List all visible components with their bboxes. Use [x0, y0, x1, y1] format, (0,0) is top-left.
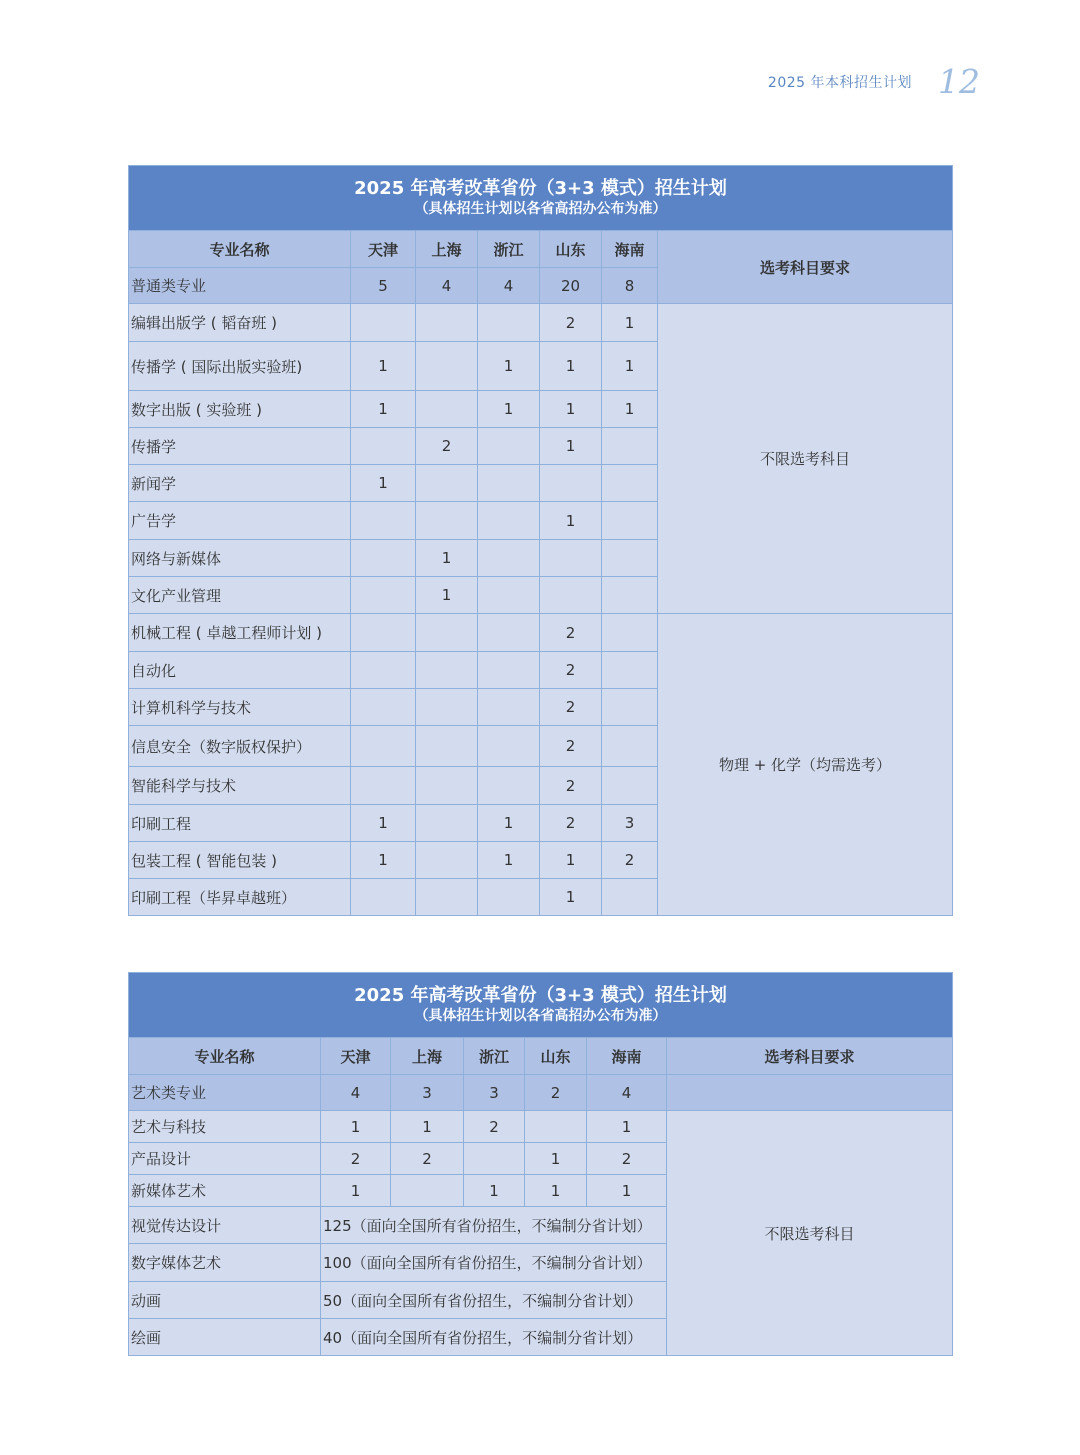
quota-cell [351, 652, 416, 689]
column-header-row [129, 231, 953, 268]
quota-cell [478, 726, 540, 767]
quota-cell [478, 879, 540, 916]
column-header-shanghai: 上海 [416, 231, 478, 268]
category-value: 20 [540, 268, 602, 304]
major-name: 数字出版 ( 实验班 ) [129, 391, 351, 428]
quota-cell: 1 [540, 842, 602, 879]
quota-cell [416, 502, 478, 540]
column-header-hainan: 海南 [587, 1038, 667, 1075]
quota-cell [602, 726, 658, 767]
major-name: 网络与新媒体 [129, 540, 351, 577]
quota-cell: 1 [321, 1175, 391, 1207]
quota-cell: 1 [540, 879, 602, 916]
table-title-main: 2025 年高考改革省份（3+3 模式）招生计划 [354, 985, 727, 1006]
major-name: 信息安全（数字版权保护） [129, 726, 351, 767]
quota-cell [478, 767, 540, 805]
category-value: 3 [464, 1075, 525, 1111]
major-name: 文化产业管理 [129, 577, 351, 614]
major-name: 新闻学 [129, 465, 351, 502]
enrollment-plan-table-art [128, 972, 953, 1356]
page-header [768, 62, 980, 101]
quota-cell [416, 304, 478, 342]
major-name: 视觉传达设计 [129, 1207, 321, 1244]
quota-cell [540, 465, 602, 502]
subject-requirement: 不限选考科目 [667, 1111, 953, 1356]
quota-cell [351, 428, 416, 465]
quota-cell: 1 [540, 391, 602, 428]
quota-cell: 1 [587, 1111, 667, 1143]
column-header-shandong: 山东 [525, 1038, 587, 1075]
table-title-main: 2025 年高考改革省份（3+3 模式）招生计划 [354, 178, 727, 199]
quota-cell: 1 [351, 842, 416, 879]
quota-cell [416, 689, 478, 726]
table-row [129, 1111, 953, 1143]
category-value: 4 [416, 268, 478, 304]
column-header-shanghai: 上海 [391, 1038, 464, 1075]
national-quota-note: 100（面向全国所有省份招生，不编制分省计划） [321, 1244, 667, 1282]
national-quota-note: 125（面向全国所有省份招生，不编制分省计划） [321, 1207, 667, 1244]
national-quota-note: 40（面向全国所有省份招生，不编制分省计划） [321, 1319, 667, 1356]
quota-cell: 2 [391, 1143, 464, 1175]
column-header-major: 专业名称 [129, 1038, 321, 1075]
major-name: 数字媒体艺术 [129, 1244, 321, 1282]
category-value: 4 [478, 268, 540, 304]
table-title [129, 973, 953, 1038]
quota-cell [391, 1175, 464, 1207]
category-name: 艺术类专业 [129, 1075, 321, 1111]
category-value: 4 [321, 1075, 391, 1111]
major-name: 包装工程 ( 智能包装 ) [129, 842, 351, 879]
quota-cell: 1 [391, 1111, 464, 1143]
column-header-zhejiang: 浙江 [478, 231, 540, 268]
major-name: 传播学 ( 国际出版实验班) [129, 342, 351, 391]
quota-cell [602, 652, 658, 689]
category-value: 2 [525, 1075, 587, 1111]
quota-cell: 1 [351, 391, 416, 428]
quota-cell [464, 1143, 525, 1175]
quota-cell [602, 577, 658, 614]
major-name: 编辑出版学 ( 韬奋班 ) [129, 304, 351, 342]
quota-cell: 2 [540, 304, 602, 342]
major-name: 印刷工程 [129, 805, 351, 842]
quota-cell: 1 [602, 342, 658, 391]
quota-cell: 2 [540, 767, 602, 805]
quota-cell: 2 [540, 689, 602, 726]
quota-cell [416, 842, 478, 879]
quota-cell: 1 [478, 805, 540, 842]
quota-cell [351, 540, 416, 577]
quota-cell: 2 [540, 726, 602, 767]
quota-cell: 2 [464, 1111, 525, 1143]
quota-cell [351, 689, 416, 726]
quota-cell: 1 [478, 842, 540, 879]
quota-cell [602, 428, 658, 465]
major-name: 动画 [129, 1282, 321, 1319]
column-header-shandong: 山东 [540, 231, 602, 268]
quota-cell [351, 304, 416, 342]
enrollment-plan-table-general [128, 165, 953, 916]
quota-cell [416, 726, 478, 767]
quota-cell: 1 [602, 391, 658, 428]
major-name: 印刷工程（毕昇卓越班） [129, 879, 351, 916]
quota-cell: 1 [351, 342, 416, 391]
quota-cell [602, 879, 658, 916]
column-header-row [129, 1038, 953, 1075]
quota-cell: 2 [540, 805, 602, 842]
major-name: 自动化 [129, 652, 351, 689]
table-title [129, 166, 953, 231]
quota-cell: 1 [478, 391, 540, 428]
quota-cell: 1 [540, 428, 602, 465]
quota-cell [478, 652, 540, 689]
quota-cell [478, 428, 540, 465]
quota-cell [478, 689, 540, 726]
quota-cell: 1 [602, 304, 658, 342]
quota-cell: 3 [602, 805, 658, 842]
quota-cell [540, 540, 602, 577]
quota-cell [416, 342, 478, 391]
quota-cell [478, 502, 540, 540]
quota-cell [351, 502, 416, 540]
quota-cell [351, 879, 416, 916]
quota-cell [478, 465, 540, 502]
quota-cell: 1 [478, 342, 540, 391]
quota-cell: 1 [540, 502, 602, 540]
quota-cell: 2 [602, 842, 658, 879]
quota-cell [540, 577, 602, 614]
major-name: 机械工程 ( 卓越工程师计划 ) [129, 614, 351, 652]
subject-requirement: 物理 + 化学（均需选考） [658, 614, 953, 916]
major-name: 传播学 [129, 428, 351, 465]
quota-cell: 1 [351, 465, 416, 502]
quota-cell: 2 [321, 1143, 391, 1175]
table-title-sub: （具体招生计划以各省高招办公布为准） [414, 201, 667, 217]
quota-cell [602, 689, 658, 726]
column-header-requirement: 选考科目要求 [658, 231, 953, 304]
major-name: 绘画 [129, 1319, 321, 1356]
quota-cell [602, 614, 658, 652]
quota-cell [602, 502, 658, 540]
quota-cell: 1 [464, 1175, 525, 1207]
quota-cell [478, 577, 540, 614]
subject-requirement: 不限选考科目 [658, 304, 953, 614]
quota-cell [416, 805, 478, 842]
column-header-hainan: 海南 [602, 231, 658, 268]
column-header-requirement: 选考科目要求 [667, 1038, 953, 1075]
column-header-major: 专业名称 [129, 231, 351, 268]
category-value: 4 [587, 1075, 667, 1111]
quota-cell: 1 [321, 1111, 391, 1143]
quota-cell [478, 540, 540, 577]
quota-cell: 1 [587, 1175, 667, 1207]
quota-cell [525, 1111, 587, 1143]
national-quota-note: 50（面向全国所有省份招生，不编制分省计划） [321, 1282, 667, 1319]
quota-cell [416, 652, 478, 689]
quota-cell: 1 [416, 540, 478, 577]
quota-cell [602, 465, 658, 502]
column-header-tianjin: 天津 [321, 1038, 391, 1075]
category-value: 8 [602, 268, 658, 304]
quota-cell: 2 [540, 652, 602, 689]
category-value: 3 [391, 1075, 464, 1111]
major-name: 计算机科学与技术 [129, 689, 351, 726]
quota-cell [351, 577, 416, 614]
quota-cell [351, 614, 416, 652]
quota-cell [416, 767, 478, 805]
column-header-zhejiang: 浙江 [464, 1038, 525, 1075]
table-row [129, 614, 953, 652]
quota-cell: 1 [540, 342, 602, 391]
table-row [129, 304, 953, 342]
quota-cell [478, 614, 540, 652]
quota-cell [478, 304, 540, 342]
quota-cell [351, 726, 416, 767]
quota-cell: 2 [587, 1143, 667, 1175]
major-name: 新媒体艺术 [129, 1175, 321, 1207]
category-value: 5 [351, 268, 416, 304]
major-name: 艺术与科技 [129, 1111, 321, 1143]
quota-cell [416, 879, 478, 916]
quota-cell [416, 391, 478, 428]
quota-cell: 2 [540, 614, 602, 652]
column-header-tianjin: 天津 [351, 231, 416, 268]
quota-cell: 1 [525, 1143, 587, 1175]
quota-cell: 1 [525, 1175, 587, 1207]
quota-cell [416, 465, 478, 502]
category-name: 普通类专业 [129, 268, 351, 304]
major-name: 广告学 [129, 502, 351, 540]
quota-cell [602, 540, 658, 577]
doc-title: 2025 年本科招生计划 [767, 74, 912, 91]
quota-cell [351, 767, 416, 805]
quota-cell [602, 767, 658, 805]
major-name: 产品设计 [129, 1143, 321, 1175]
quota-cell [416, 614, 478, 652]
quota-cell: 1 [416, 577, 478, 614]
category-requirement-blank [667, 1075, 953, 1111]
table-title-sub: （具体招生计划以各省高招办公布为准） [414, 1008, 667, 1024]
page-number: 12 [938, 62, 980, 101]
quota-cell: 2 [416, 428, 478, 465]
quota-cell: 1 [351, 805, 416, 842]
category-row [129, 1075, 953, 1111]
major-name: 智能科学与技术 [129, 767, 351, 805]
